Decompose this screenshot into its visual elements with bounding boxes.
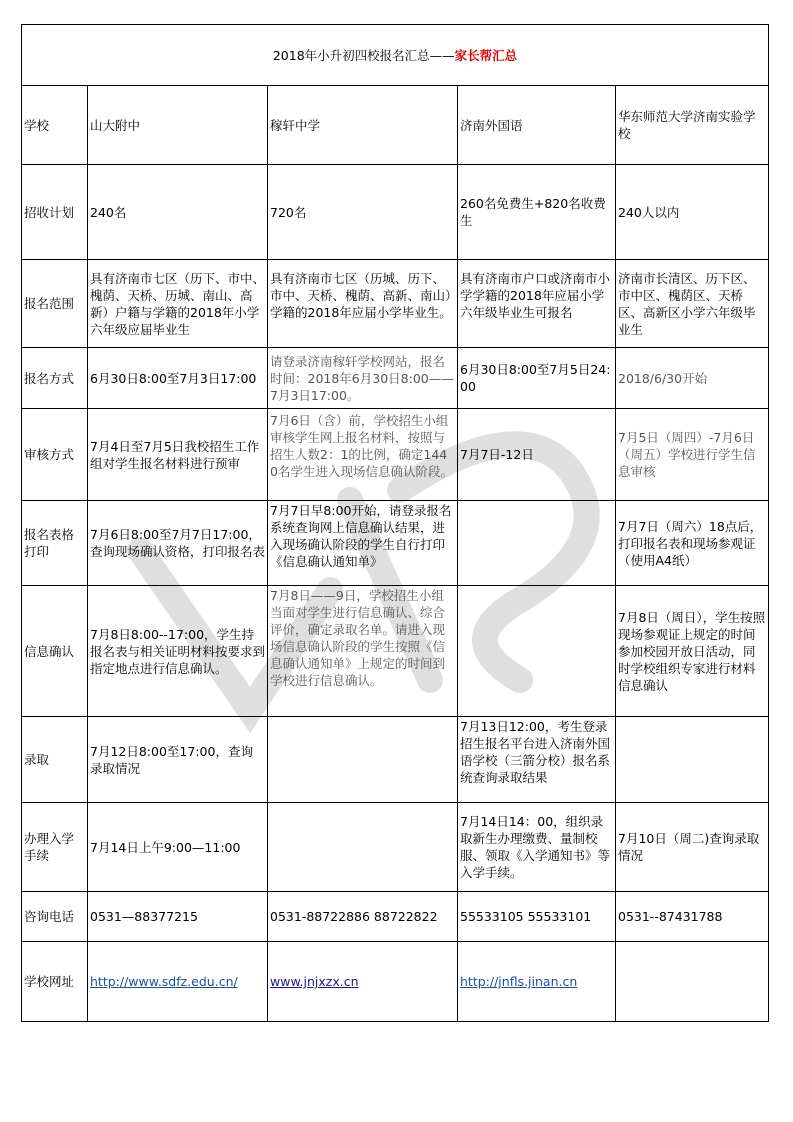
table-cell: 7月8日——9日，学校招生小组当面对学生进行信息确认、综合评价，确定录取名单。请进入现场信息确认阶段的学生按照《信息确认通知单》上规定的时间到学校进行信息确认。	[270, 588, 446, 688]
table-cell: 7月7日早8:00开始，请登录报名系统查询网上信息确认结果，进入现场确认阶段的学生自行打印《信息确认通知单》	[270, 503, 452, 569]
table-cell: 7月12日8:00至17:00，查询录取情况	[88, 717, 268, 803]
table-cell: 7月4日至7月5日我校招生工作组对学生报名材料进行预审	[88, 409, 268, 501]
row-label: 审核方式	[22, 409, 88, 501]
table-title	[22, 25, 769, 86]
school-website-link[interactable]: http://jnfls.jinan.cn	[460, 974, 578, 989]
table-cell: 7月7日（周六）18点后，打印报名表和现场参观证（使用A4纸）	[616, 501, 769, 586]
table-cell: 2018/6/30开始	[616, 348, 769, 409]
title-row	[22, 25, 769, 86]
table-cell: 请登录济南稼轩学校网站，报名时间：2018年6月30日8:00——7月3日17:00。	[268, 348, 458, 409]
confirm-row	[22, 586, 769, 717]
table-cell: 7月13日12:00，考生登录招生报名平台进入济南外国语学校（三箭分校）报名系统查询录取结果	[460, 719, 611, 785]
table-cell: 具有济南市七区（历城、历下、市中、天桥、槐荫、高新、南山）学籍的2018年应届小学毕业生。	[270, 270, 452, 320]
table-cell	[616, 942, 769, 1022]
row-label: 录取	[22, 717, 88, 803]
table-cell: 7月7日-12日	[458, 409, 616, 501]
row-label: 咨询电话	[22, 892, 88, 942]
phone-row	[22, 892, 769, 942]
table-cell: 7月6日（含）前，学校招生小组审核学生网上报名材料，按照与招生人数2：1的比例，确定1440名学生进入现场信息确认阶段。	[270, 412, 453, 479]
title-highlight: 家长帮汇总	[454, 47, 518, 63]
row-label: 信息确认	[22, 586, 88, 717]
school-name: 华东师范大学济南实验学校	[616, 86, 769, 165]
table-cell	[458, 586, 616, 717]
table-cell: 6月30日8:00至7月3日17:00	[88, 348, 268, 409]
scope-row	[22, 260, 769, 348]
school-website-link[interactable]: www.jnjxzx.cn	[270, 974, 359, 989]
title-prefix: 2018年小升初四校报名汇总——	[272, 47, 455, 63]
table-cell: 55533105 55533101	[460, 909, 592, 924]
school-name: 稼轩中学	[268, 86, 458, 165]
row-label: 招收计划	[22, 165, 88, 260]
table-cell: 7月8日8:00--17:00，学生持报名表与相关证明材料按要求到指定地点进行信息确认。	[88, 586, 268, 717]
table-cell: 具有济南市七区（历下、市中、槐荫、天桥、历城、南山、高新）户籍与学籍的2018年小学六年级应届毕业生	[90, 270, 265, 337]
table-cell	[616, 717, 769, 803]
enroll-row	[22, 803, 769, 892]
admission-summary-table	[21, 24, 769, 1022]
table-cell	[268, 803, 458, 892]
print-row	[22, 501, 769, 586]
row-label: 报名表格打印	[22, 501, 88, 586]
plan-row	[22, 165, 769, 260]
table-cell: 0531--87431788	[616, 892, 769, 942]
table-cell: 济南市长清区、历下区、市中区、槐荫区、天桥区、高新区小学六年级毕业生	[618, 270, 756, 337]
table-cell: 7月5日（周四）-7月6日（周五）学校进行学生信息审核	[616, 409, 769, 501]
table-cell: 7月10日（周二)查询录取情况	[616, 803, 769, 892]
review-row	[22, 409, 769, 501]
table-cell	[268, 717, 458, 803]
table-cell: 240名	[88, 165, 268, 260]
table-cell: 720名	[268, 165, 458, 260]
school-name: 济南外国语	[458, 86, 616, 165]
method-row	[22, 348, 769, 409]
site-row	[22, 942, 769, 1022]
school-name: 山大附中	[88, 86, 268, 165]
table-cell: 260名免费生+820名收费生	[458, 165, 616, 260]
school-header-row	[22, 86, 769, 165]
table-cell: 7月14日上午9:00—11:00	[88, 803, 268, 892]
row-label: 学校网址	[22, 942, 88, 1022]
admit-row	[22, 717, 769, 803]
table-cell: 具有济南市户口或济南市小学学籍的2018年应届小学六年级毕业生可报名	[460, 270, 611, 320]
table-cell: 7月8日（周日），学生按照现场参观证上规定的时间参加校园开放日活动，同时学校组织专家进行材料信息确认	[616, 586, 769, 717]
table-cell: 0531—88377215	[88, 892, 268, 942]
row-label: 办理入学手续	[22, 803, 88, 892]
table-cell: 240人以内	[616, 165, 769, 260]
table-cell: 6月30日8:00至7月5日24:00	[458, 348, 616, 409]
row-label: 报名范围	[22, 260, 88, 348]
row-label: 报名方式	[22, 348, 88, 409]
table-cell: 7月6日8:00至7月7日17:00，查询现场确认资格，打印报名表	[88, 501, 268, 586]
table-cell: 7月14日14：00，组织录取新生办理缴费、量制校服、领取《入学通知书》等入学手续。	[458, 803, 616, 892]
school-website-link[interactable]: http://www.sdfz.edu.cn/	[90, 974, 238, 989]
table-cell	[458, 501, 616, 586]
table-cell: 0531-88722886 88722822	[270, 909, 438, 924]
row-label: 学校	[22, 86, 88, 165]
